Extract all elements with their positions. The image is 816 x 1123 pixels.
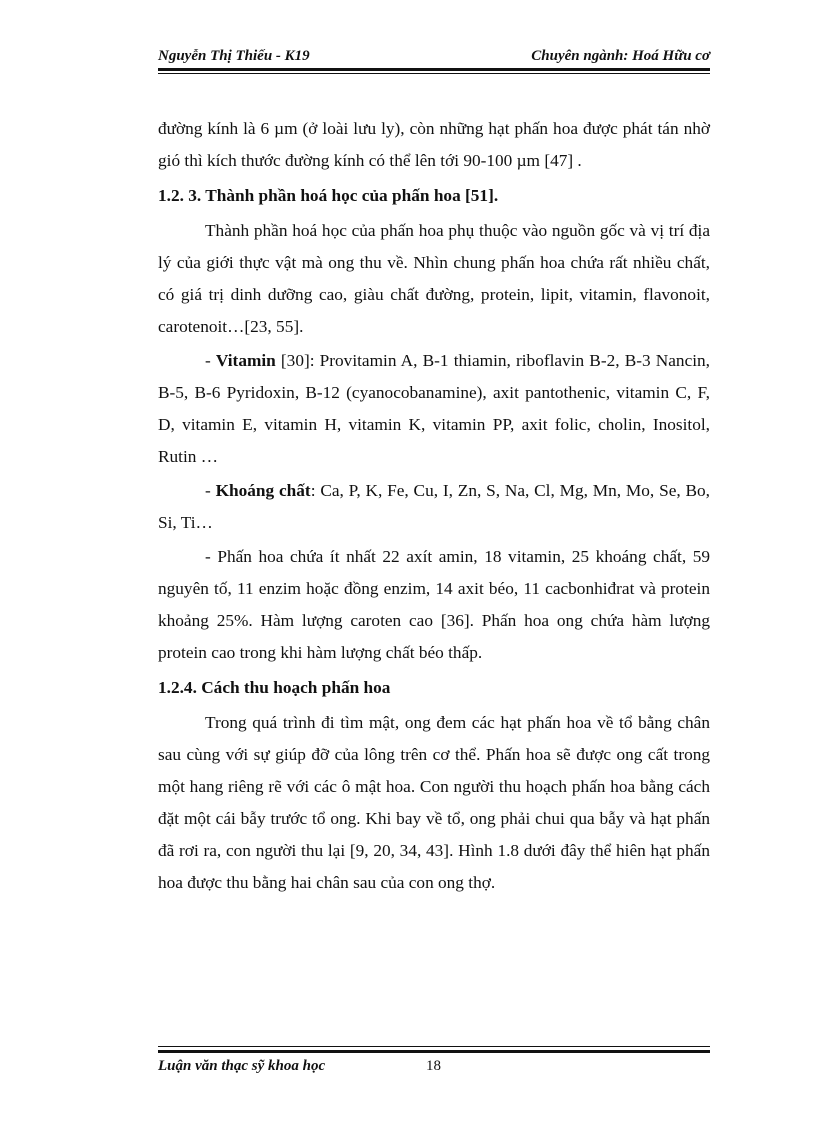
footer-rule-thick <box>158 1050 710 1053</box>
paragraph-amino-acids: - Phấn hoa chứa ít nhất 22 axít amin, 18 vitamin, 25 khoáng chất, 59 nguyên tố, 11 enzim hoặc đồng enzim, 14 axit béo, 11 cacbonhiđrat và protein khoảng 25%. Hàm lượng caroten cao [36]. Phấn hoa ong chứa hàm lượng protein cao trong khi hàm lượng chất béo thấp. <box>158 547 710 662</box>
header-rule-thin <box>158 73 710 74</box>
paragraph-harvest: Trong quá trình đi tìm mật, ong đem các hạt phấn hoa về tổ bằng chân sau cùng với sự giúp đỡ của lông trên cơ thể. Phấn hoa sẽ được ong cất trong một hang riêng rẽ với các ô mật hoa. Con người thu hoạch phấn hoa bằng cách đặt một cái bẫy trước tổ ong. Khi bay về tổ, ong phải chui qua bẫy và hạt phấn đã rơi ra, con người thu lại [9, 20, 34, 43]. Hình 1.8 dưới đây thể hiên hạt phấn hoa được thu bằng hai chân sau của con ong thợ. <box>158 713 710 892</box>
page-content <box>158 113 710 899</box>
mineral-label: Khoáng chất <box>215 481 311 500</box>
footer-rule-thin <box>158 1046 710 1047</box>
paragraph-intro: đường kính là 6 µm (ở loài lưu ly), còn những hạt phấn hoa được phát tán nhờ gió thì kích thước đường kính có thể lên tới 90-100 µm [47] . <box>158 119 710 170</box>
mineral-prefix: - <box>205 481 216 500</box>
vitamin-text: [30]: Provitamin A, B-1 thiamin, riboflavin B-2, B-3 Nancin, B-5, B-6 Pyridoxin, B-12 (cyanocobanamine), axit pantothenic, vitamin C, F, D, vitamin E, vitamin H, vitamin K, vitamin PP, axit folic, cholin, Inositol, Rutin … <box>158 351 711 466</box>
footer-thesis-title: Luận văn thạc sỹ khoa học <box>158 1058 326 1074</box>
page-number: 18 <box>426 1058 441 1074</box>
paragraph-minerals <box>158 475 710 539</box>
header-rule-thick <box>158 68 710 71</box>
header-author: Nguyễn Thị Thiếu - K19 <box>158 48 310 64</box>
heading-1-2-3: 1.2. 3. Thành phần hoá học của phấn hoa [51]. <box>158 186 499 205</box>
vitamin-label: Vitamin <box>215 351 276 370</box>
paragraph-vitamin <box>158 345 710 473</box>
heading-1-2-4: 1.2.4. Cách thu hoạch phấn hoa <box>158 678 391 697</box>
header-major: Chuyên ngành: Hoá Hữu cơ <box>531 48 710 64</box>
mineral-text: : Ca, P, K, Fe, Cu, I, Zn, S, Na, Cl, Mg, Mn, Mo, Se, Bo, Si, Ti… <box>158 481 710 532</box>
vitamin-prefix: - <box>205 351 216 370</box>
paragraph-composition: Thành phần hoá học của phấn hoa phụ thuộc vào nguồn gốc và vị trí địa lý của giới thực vật mà ong thu về. Nhìn chung phấn hoa chứa rất nhiều chất, có giá trị dinh dưỡng cao, giàu chất đường, protein, lipit, vitamin, flavonoit, carotenoit…[23, 55]. <box>158 221 710 336</box>
